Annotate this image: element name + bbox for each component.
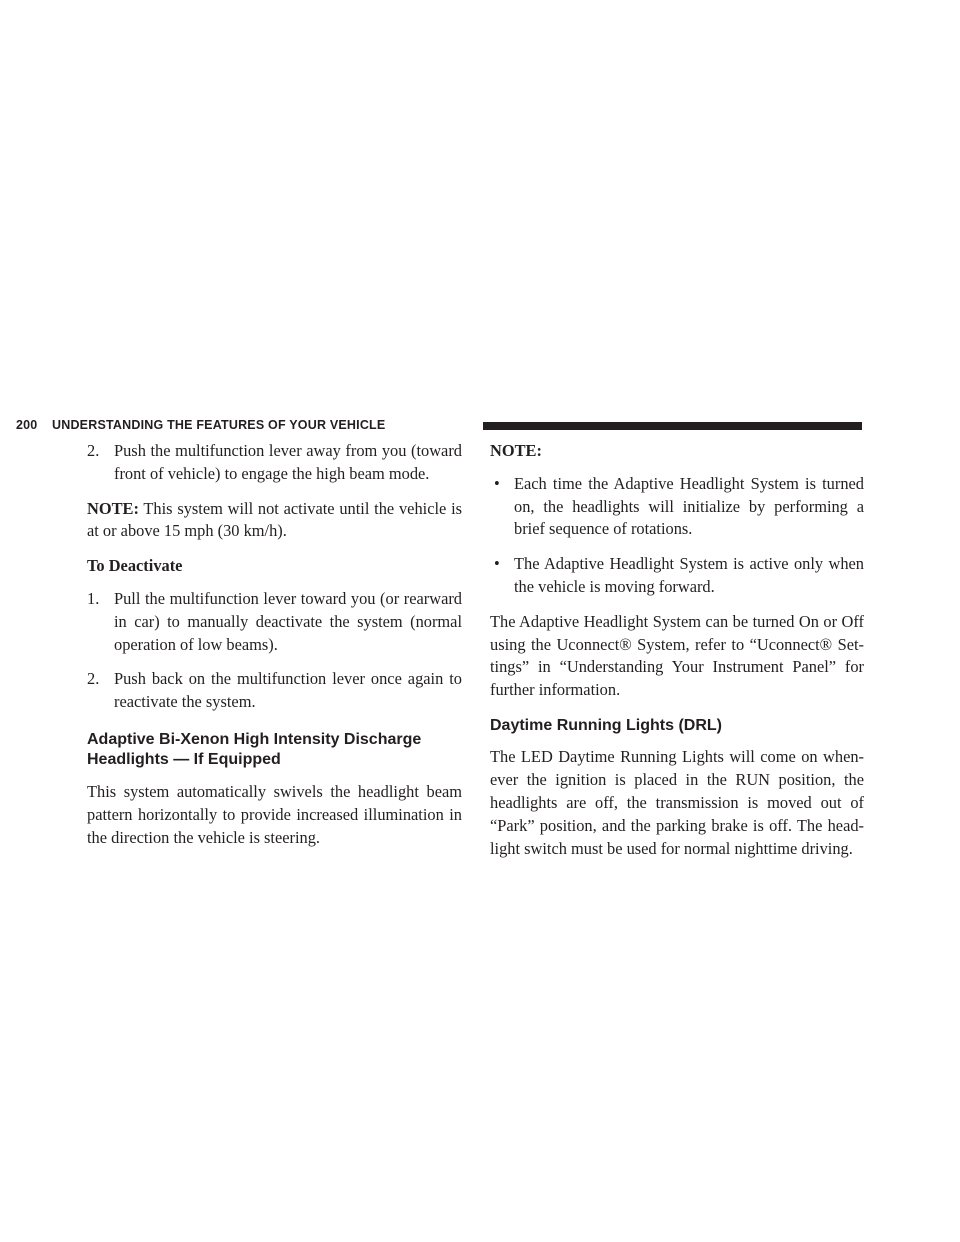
- step-number: 2.: [87, 669, 100, 689]
- bullet-item: [490, 553, 864, 599]
- step-item: [87, 588, 462, 656]
- bullet-item: [490, 473, 864, 541]
- header-rule: [483, 422, 862, 430]
- adaptive-heading-line1: Adaptive Bi-Xenon High Intensity Discharge: [87, 730, 422, 748]
- note-text: This system will not activate until the vehicle is at or above 15 mph (30 km/h).: [87, 498, 462, 541]
- right-column: [490, 440, 864, 872]
- step-number: 2.: [87, 441, 100, 460]
- step-item: [87, 668, 462, 714]
- adaptive-heading-line2: Headlights — If Equipped: [87, 751, 281, 769]
- bullet-text: Each time the Adaptive Headlight System is turned on, the headlights will initialize by performing a brief sequence of rotations.: [514, 473, 864, 539]
- step-item: [87, 440, 462, 486]
- bullet-icon: •: [494, 554, 500, 574]
- bullet-text: The Adaptive Headlight System is active only when the vehicle is moving forward.: [514, 554, 864, 596]
- section-title: UNDERSTANDING THE FEATURES OF YOUR VEHICLE: [52, 418, 386, 432]
- left-column: [87, 440, 462, 861]
- step-text: Pull the multifunction lever toward you (or rearward in car) to manually deactivate the system (normal operation of low beams).: [114, 588, 462, 654]
- page-header: [16, 416, 862, 434]
- adaptive-heading: [87, 730, 462, 771]
- note-label: NOTE:: [87, 498, 139, 518]
- note-heading: NOTE:: [490, 441, 542, 460]
- bullet-icon: •: [494, 473, 500, 493]
- step-number: 1.: [87, 588, 100, 608]
- drl-heading: Daytime Running Lights (DRL): [490, 716, 722, 734]
- uconnect-paragraph: The Adaptive Headlight System can be turned On or Off using the Uconnect® System, refer to “Uconnect® Set-tings” in “Understanding Your Instrument Panel” for further information.: [490, 611, 864, 700]
- step-text: Push the multifunction lever away from you (toward front of vehicle) to engage the high beam mode.: [114, 441, 462, 483]
- page-number: 200: [16, 418, 38, 432]
- note-paragraph: [87, 498, 462, 544]
- step-text: Push back on the multifunction lever once again to reactivate the system.: [114, 669, 462, 712]
- deactivate-heading: To Deactivate: [87, 556, 183, 576]
- drl-paragraph: The LED Daytime Running Lights will come on when-ever the ignition is placed in the RUN position, the headlights are off, the transmission is moved out of “Park” position, and the parking brake is off. The head-light switch must be used for normal nighttime driving.: [490, 747, 864, 858]
- adaptive-paragraph: This system automatically swivels the headlight beam pattern horizontally to provide increased illumination in the direction the vehicle is steering.: [87, 781, 462, 847]
